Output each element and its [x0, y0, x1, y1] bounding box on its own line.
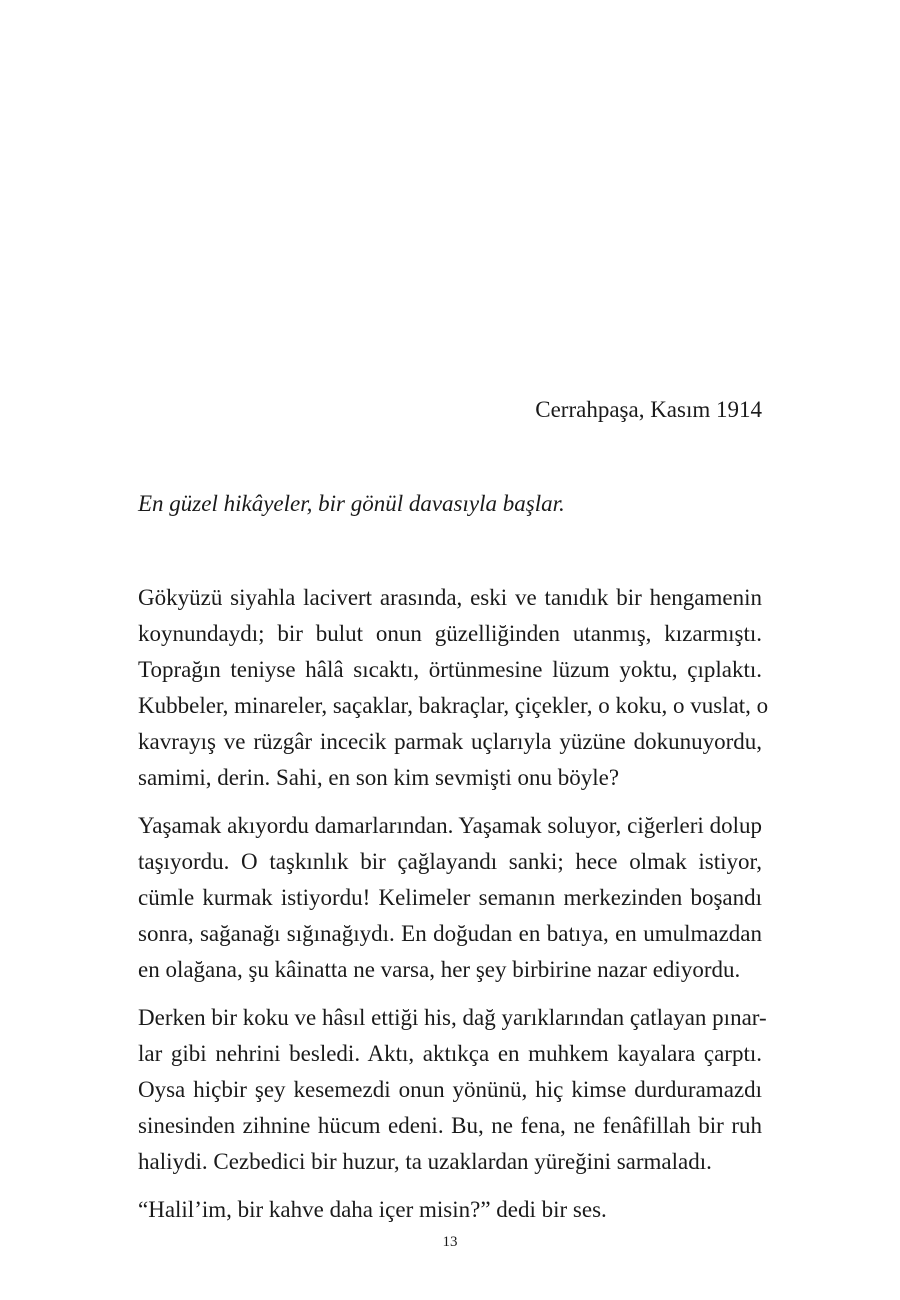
text-line: Yaşamak akıyordu damarlarından. Yaşamak soluyor, ciğerleri dolup [138, 813, 762, 838]
text-line: sinesinden zihnine hücum edeni. Bu, ne fena, ne fenâfillah bir ruh [138, 1113, 762, 1138]
text-line: Oysa hiçbir şey kesemezdi onun yönünü, hiç kimse durduramazdı [138, 1077, 762, 1102]
page-number: 13 [442, 1234, 458, 1250]
text-line: en olağana, şu kâinatta ne varsa, her şey birbirine nazar ediyordu. [138, 957, 741, 982]
text-line: sonra, sağanağı sığınağıydı. En doğudan en batıya, en umulmazdan [138, 921, 762, 946]
paragraph-2 [138, 808, 762, 988]
text-line: cümle kurmak istiyordu! Kelimeler semanın merkezinden boşandı [138, 885, 762, 910]
epigraph: En güzel hikâyeler, bir gönül davasıyla başlar. [138, 491, 565, 516]
text-line: Kubbeler, minareler, saçaklar, bakraçlar, çiçekler, o koku, o vuslat, o [138, 693, 769, 718]
text-line: haliydi. Cezbedici bir huzur, ta uzaklardan yüreğini sarmaladı. [138, 1149, 712, 1174]
dateline: Cerrahpaşa, Kasım 1914 [535, 397, 762, 422]
text-line: lar gibi nehrini besledi. Aktı, aktıkça en muhkem kayalara çarptı. [138, 1041, 762, 1066]
text-line: kavrayış ve rüzgâr incecik parmak uçlarıyla yüzüne dokunuyordu, [138, 729, 762, 754]
text-line: Gökyüzü siyahla lacivert arasında, eski ve tanıdık bir hengamenin [138, 585, 762, 610]
text-line: koynundaydı; bir bulut onun güzelliğinden utanmış, kızarmıştı. [138, 621, 762, 646]
chapter-body [138, 580, 769, 1240]
paragraph-3 [138, 1000, 767, 1180]
text-line: “Halil’im, bir kahve daha içer misin?” dedi bir ses. [138, 1197, 607, 1222]
paragraph-1 [138, 580, 769, 796]
paragraph-4 [138, 1192, 762, 1228]
text-line: Toprağın teniyse hâlâ sıcaktı, örtünmesine lüzum yoktu, çıplaktı. [138, 657, 762, 682]
text-line: Derken bir koku ve hâsıl ettiği his, dağ yarıklarından çatlayan pınar- [138, 1005, 767, 1030]
text-line: samimi, derin. Sahi, en son kim sevmişti onu böyle? [138, 765, 620, 790]
text-line: taşıyordu. O taşkınlık bir çağlayandı sanki; hece olmak istiyor, [138, 849, 762, 874]
